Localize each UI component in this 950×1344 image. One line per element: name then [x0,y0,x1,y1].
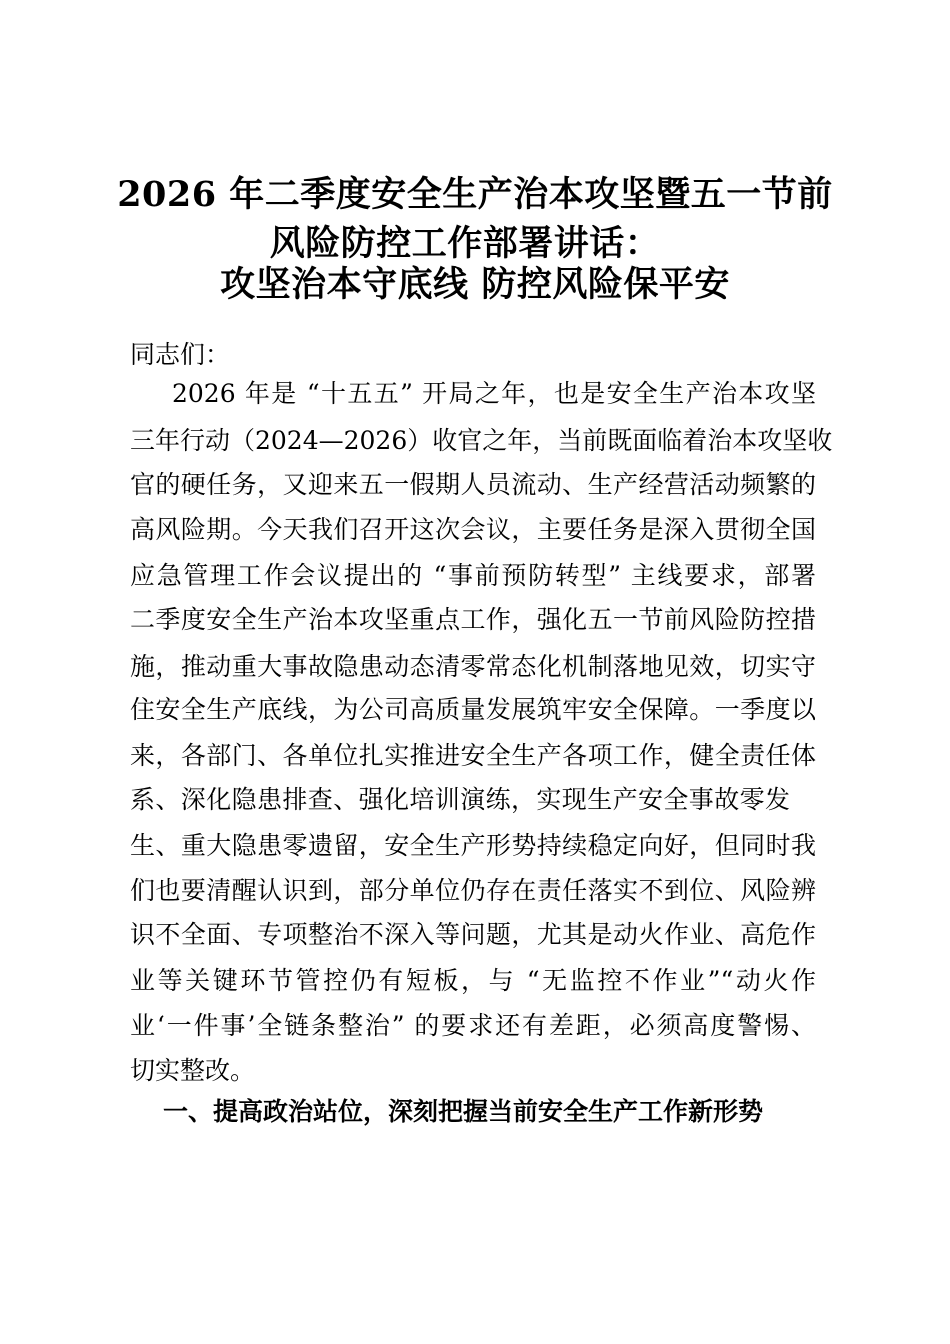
paragraph-line: 应急管理工作会议提出的 “事前预防转型” 主线要求，部署 [130,561,816,590]
paragraph-line: 们也要清醒认识到，部分单位仍存在责任落实不到位、风险辨 [130,876,816,905]
paragraph-line: 识不全面、专项整治不深入等问题，尤其是动火作业、高危作 [130,920,816,949]
title-line-2: 风险防控工作部署讲话： [269,223,661,264]
paragraph-line: 施，推动重大事故隐患动态清零常态化机制落地见效，切实守 [130,652,816,681]
paragraph-line: 业‘一件事’全链条整治” 的要求还有差距，必须高度警惕、 [130,1011,816,1040]
title-line-1: 2026 年二季度安全生产治本攻坚暨五一节前 [117,174,833,215]
paragraph-line: 住安全生产底线，为公司高质量发展筑牢安全保障。一季度以 [130,695,816,724]
paragraph-line: 来，各部门、各单位扎实推进安全生产各项工作，健全责任体 [130,741,816,770]
paragraph-line: 二季度安全生产治本攻坚重点工作，强化五一节前风险防控措 [130,605,816,634]
paragraph-line: 官的硬任务，又迎来五一假期人员流动、生产经营活动频繁的 [130,470,816,499]
paragraph-line: 系、深化隐患排查、强化培训演练，实现生产安全事故零发 [130,785,790,814]
section-heading: 一、提高政治站位，深刻把握当前安全生产工作新形势 [163,1097,764,1126]
title-line-3: 攻坚治本守底线 防控风险保平安 [220,264,730,305]
paragraph-line: 2026 年是 “十五五” 开局之年，也是安全生产治本攻坚 [172,379,816,408]
paragraph-line: 生、重大隐患零遗留，安全生产形势持续稳定向好，但同时我 [130,831,816,860]
paragraph-line: 切实整改。 [130,1056,256,1085]
salutation: 同志们： [130,340,231,369]
paragraph-line: 业等关键环节管控仍有短板，与 “无监控不作业”“动火作 [130,966,816,995]
paragraph-line: 三年行动（2024—2026）收官之年，当前既面临着治本攻坚收 [130,426,833,455]
paragraph-line: 高风险期。今天我们召开这次会议，主要任务是深入贯彻全国 [130,515,816,544]
